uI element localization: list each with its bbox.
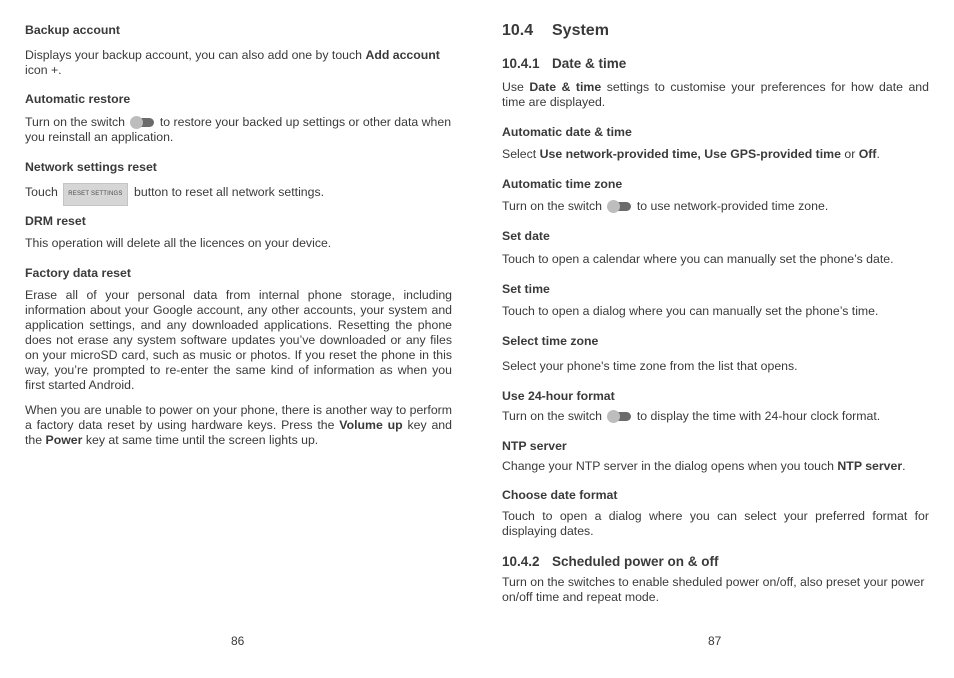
auto-date-time-heading: Automatic date & time bbox=[502, 125, 632, 139]
automatic-restore-text: Turn on the switch to restore your backed up settings or other data when you reinstall an application. bbox=[25, 115, 452, 144]
hour-format-text: Turn on the switch to display the time with 24-hour clock format. bbox=[502, 409, 881, 423]
page-number-left: 86 bbox=[231, 634, 245, 648]
auto-time-zone-heading: Automatic time zone bbox=[502, 177, 623, 191]
ntp-server-text: Change your NTP server in the dialog opens when you touch NTP server. bbox=[502, 459, 906, 473]
auto-date-time-text: Select Use network-provided time, Use GPS-provided time or Off. bbox=[502, 147, 880, 161]
toggle-switch-icon bbox=[607, 410, 631, 422]
factory-reset-heading: Factory data reset bbox=[25, 266, 131, 280]
date-format-heading: Choose date format bbox=[502, 488, 618, 502]
hour-format-heading: Use 24-hour format bbox=[502, 389, 615, 403]
set-time-text: Touch to open a dialog where you can manually set the phone’s time. bbox=[502, 304, 879, 318]
factory-reset-paragraph: Erase all of your personal data from internal phone storage, including information about your Google account, any other accounts, your system and application settings, and any downloaded applications. Resetting the phone does not erase any system software updates you’ve downloaded or any files on your microSD card, such as music or photos. If you reset the phone in this way, you’re prompted to re-enter the same kind of information as when you first started Android. bbox=[25, 288, 452, 392]
scheduled-power-subsection-title: 10.4.2 Scheduled power on & off bbox=[502, 554, 719, 569]
drm-reset-heading: DRM reset bbox=[25, 214, 86, 228]
backup-account-text: Displays your backup account, you can also add one by touch Add account icon +. bbox=[25, 48, 440, 77]
date-format-text: Touch to open a dialog where you can select your preferred format for displaying dates. bbox=[502, 509, 929, 538]
toggle-switch-icon bbox=[130, 116, 154, 128]
date-time-text: Use Date & time settings to customise your preferences for how date and time are displayed. bbox=[502, 80, 929, 109]
toggle-switch-icon bbox=[607, 200, 631, 212]
set-date-text: Touch to open a calendar where you can manually set the phone’s date. bbox=[502, 252, 894, 266]
backup-account-heading: Backup account bbox=[25, 23, 120, 37]
select-time-zone-heading: Select time zone bbox=[502, 334, 599, 348]
select-time-zone-text: Select your phone's time zone from the list that opens. bbox=[502, 359, 798, 373]
ntp-server-heading: NTP server bbox=[502, 439, 567, 453]
scheduled-power-text: Turn on the switches to enable sheduled power on/off, also preset your power on/off time and repeat mode. bbox=[502, 575, 925, 604]
page-number-right: 87 bbox=[708, 634, 722, 648]
set-time-heading: Set time bbox=[502, 282, 550, 296]
reset-settings-button-image: RESET SETTINGS bbox=[63, 183, 127, 206]
automatic-restore-heading: Automatic restore bbox=[25, 92, 131, 106]
network-reset-heading: Network settings reset bbox=[25, 160, 157, 174]
hardware-reset-paragraph: When you are unable to power on your phone, there is another way to perform a factory data reset by using hardware keys. Press the Volume up key and the Power key at same time until the screen lights up. bbox=[25, 403, 452, 447]
set-date-heading: Set date bbox=[502, 229, 550, 243]
section-title: 10.4 System bbox=[502, 22, 609, 39]
network-reset-text: Touch RESET SETTINGS button to reset all network settings. bbox=[25, 183, 452, 206]
auto-time-zone-text: Turn on the switch to use network-provided time zone. bbox=[502, 199, 829, 213]
date-time-subsection-title: 10.4.1 Date & time bbox=[502, 56, 627, 71]
drm-reset-text: This operation will delete all the licences on your device. bbox=[25, 236, 332, 250]
